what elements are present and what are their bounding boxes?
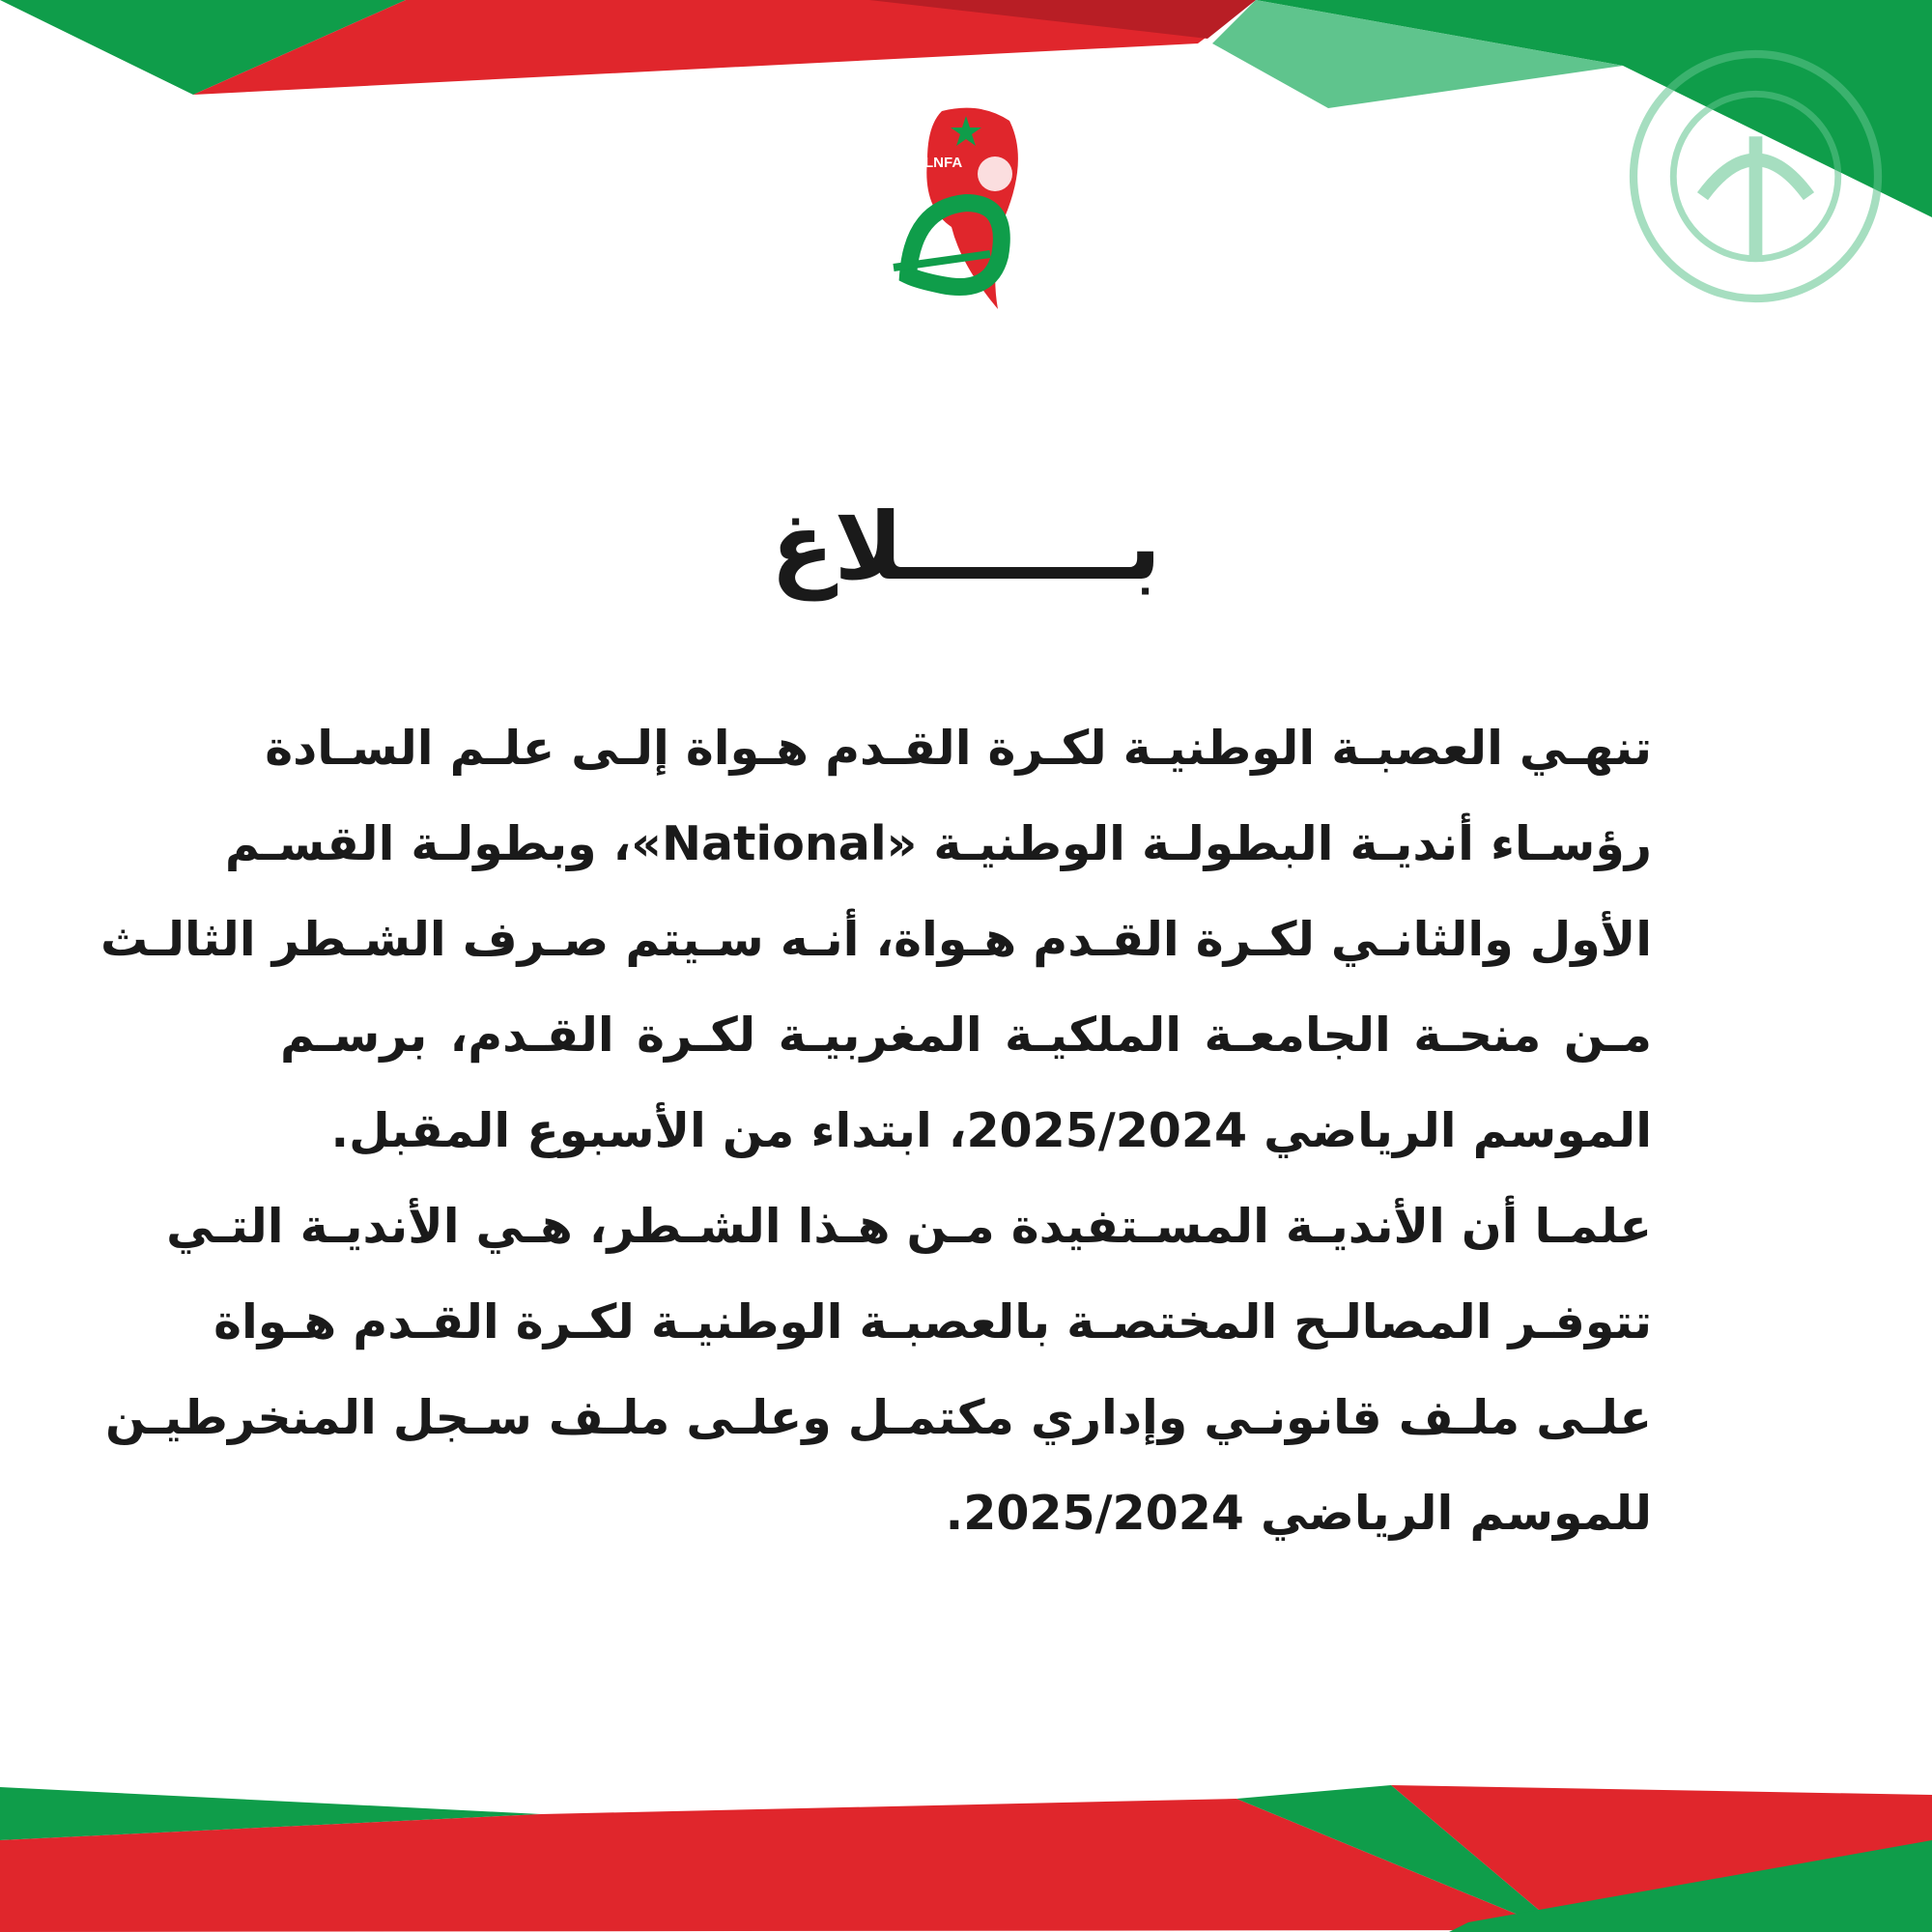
paragraph-1 [100, 700, 1652, 1179]
text-line: للموسم الرياضي 2025/2024. [945, 1486, 1652, 1541]
text-line: مـن منحـة الجامعـة الملكيـة المغربيـة لكـرة القـدم، برسـم [280, 1008, 1652, 1063]
watermark-logo-icon [1623, 43, 1889, 309]
text-line: الأول والثانـي لكـرة القـدم هـواة، أنـه سـيتم صـرف الشـطر الثالـث [100, 912, 1652, 967]
paragraph-2 [104, 1179, 1652, 1561]
text-line: تنهـي العصبـة الوطنيـة لكـرة القـدم هـواة إلـى علـم السـادة [265, 721, 1652, 776]
logo-abbr: LNFA [924, 155, 963, 171]
text-line: تتوفـر المصالـح المختصـة بالعصبـة الوطنيـة لكـرة القـدم هـواة [213, 1294, 1652, 1350]
announcement-body [100, 700, 1652, 1561]
text-line: علمـا أن الأنديـة المسـتفيدة مـن هـذا الشـطر، هـي الأنديـة التـي [166, 1199, 1652, 1254]
text-line: علـى ملـف قانونـي وإداري مكتمـل وعلـى ملـف سـجل المنخرطيـن [104, 1390, 1652, 1445]
text-line: الموسم الرياضي 2025/2024، ابتداء من الأسبوع المقبل. [330, 1103, 1652, 1158]
text-line: رؤسـاء أنديـة البطولـة الوطنيـة «National»، وبطولـة القسـم [224, 816, 1652, 871]
announcement-title: بـــــــلاغ [770, 493, 1162, 601]
lnfa-logo-icon [884, 101, 1048, 319]
